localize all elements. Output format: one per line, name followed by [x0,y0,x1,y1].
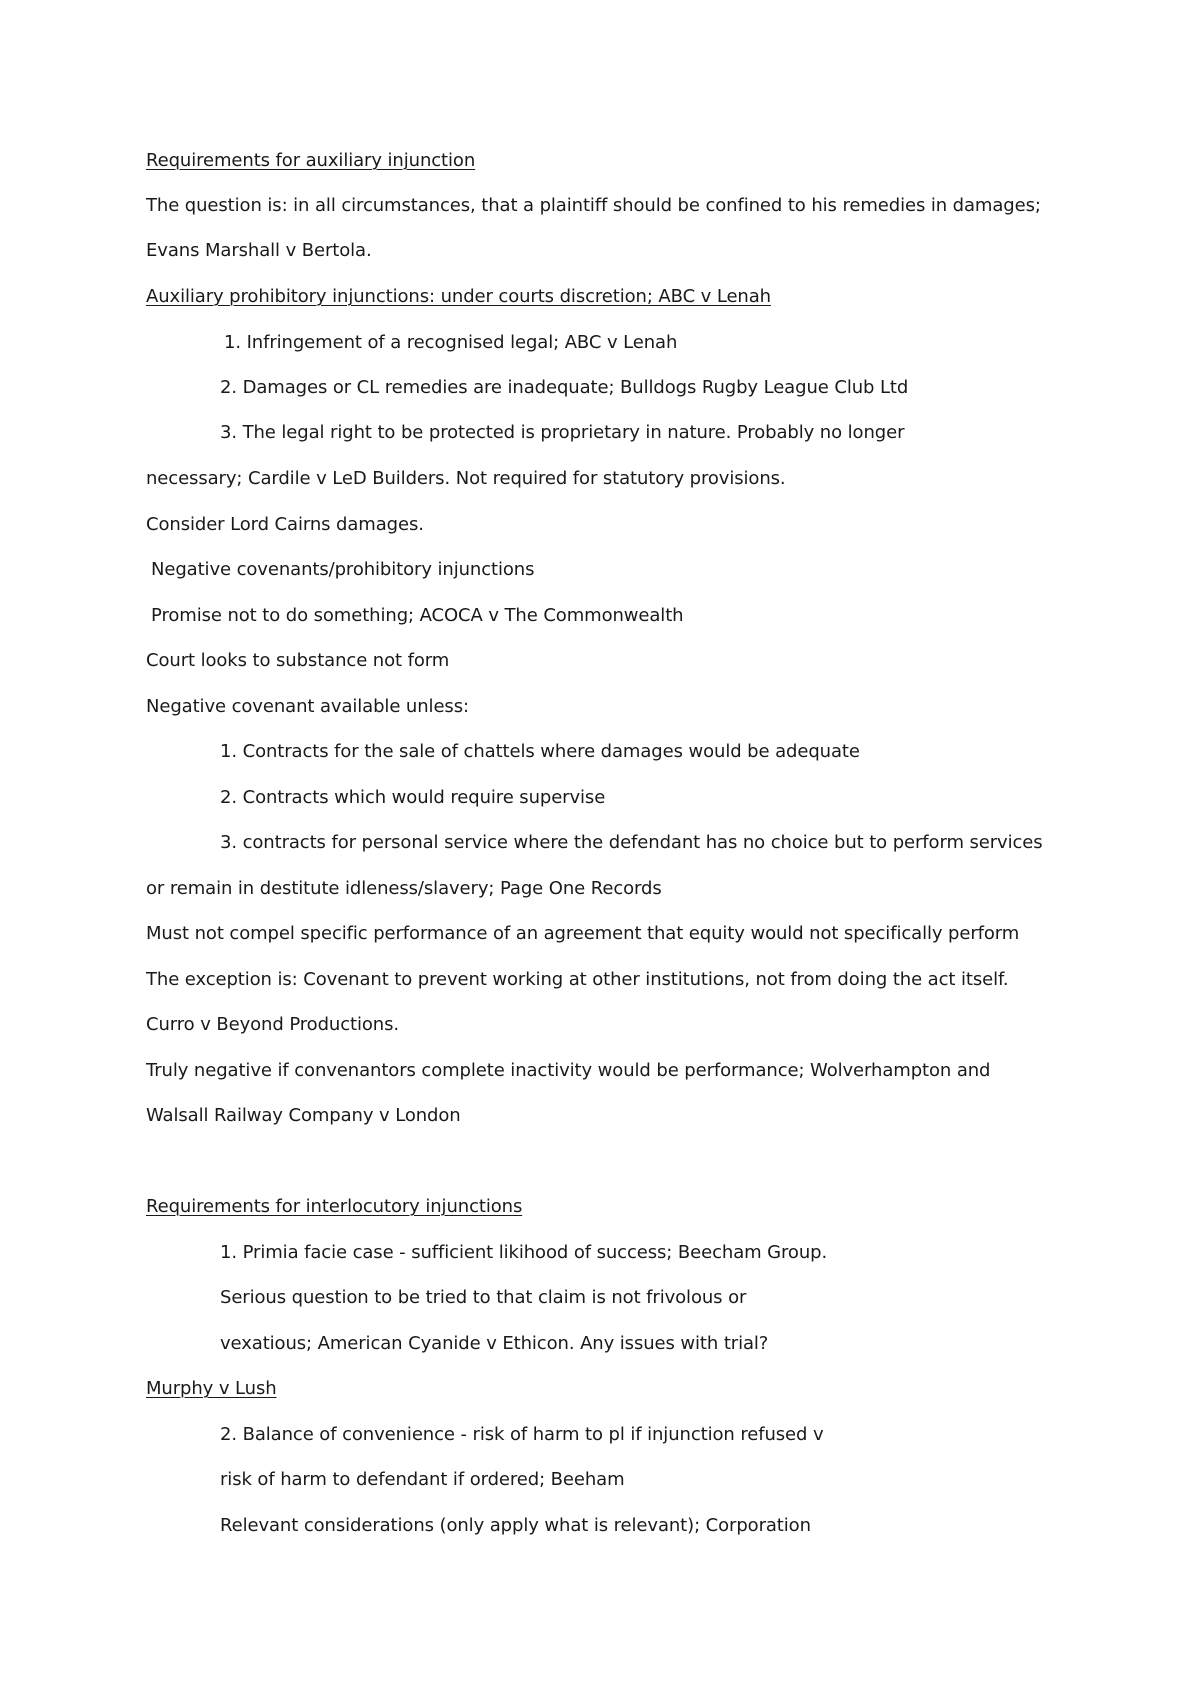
text-line: Negative covenants/prohibitory injunctions [151,559,535,580]
text-line: The exception is: Covenant to prevent working at other institutions, not from doing the act itself. [146,969,1009,990]
text-line: Serious question to be tried to that claim is not frivolous or [220,1287,747,1308]
text-line: Curro v Beyond Productions. [146,1014,399,1035]
list-item: 2. Damages or CL remedies are inadequate; Bulldogs Rugby League Club Ltd [220,377,909,398]
heading-auxiliary-prohibitory: Auxiliary prohibitory injunctions: under courts discretion; ABC v Lenah [146,286,771,307]
list-item: 2. Contracts which would require supervise [220,787,606,808]
text-line: vexatious; American Cyanide v Ethicon. Any issues with trial? [220,1333,769,1354]
list-item: 2. Balance of convenience - risk of harm to pl if injunction refused v [220,1424,824,1445]
text-line: Evans Marshall v Bertola. [146,240,372,261]
list-item: 3. contracts for personal service where the defendant has no choice but to perform services [220,832,1043,853]
text-line: Consider Lord Cairns damages. [146,514,424,535]
heading-murphy-v-lush: Murphy v Lush [146,1378,277,1399]
heading-interlocutory-injunctions: Requirements for interlocutory injunctions [146,1196,523,1217]
text-line: Relevant considerations (only apply what is relevant); Corporation [220,1515,811,1536]
list-item: 1. Infringement of a recognised legal; ABC v Lenah [224,332,678,353]
list-item: 3. The legal right to be protected is proprietary in nature. Probably no longer [220,422,905,443]
text-line: or remain in destitute idleness/slavery; Page One Records [146,878,662,899]
text-line: risk of harm to defendant if ordered; Beeham [220,1469,625,1490]
text-line: The question is: in all circumstances, that a plaintiff should be confined to his remedies in damages; [146,195,1041,216]
text-line: Walsall Railway Company v London [146,1105,461,1126]
text-line: necessary; Cardile v LeD Builders. Not required for statutory provisions. [146,468,786,489]
heading-auxiliary-injunction: Requirements for auxiliary injunction [146,150,476,171]
text-line: Must not compel specific performance of an agreement that equity would not specifically perform [146,923,1020,944]
text-line: Negative covenant available unless: [146,696,469,717]
list-item: 1. Contracts for the sale of chattels where damages would be adequate [220,741,860,762]
list-item: 1. Primia facie case - sufficient likihood of success; Beecham Group. [220,1242,828,1263]
text-line: Promise not to do something; ACOCA v The Commonwealth [151,605,684,626]
text-line: Truly negative if convenantors complete inactivity would be performance; Wolverhampton and [146,1060,991,1081]
text-line: Court looks to substance not form [146,650,450,671]
